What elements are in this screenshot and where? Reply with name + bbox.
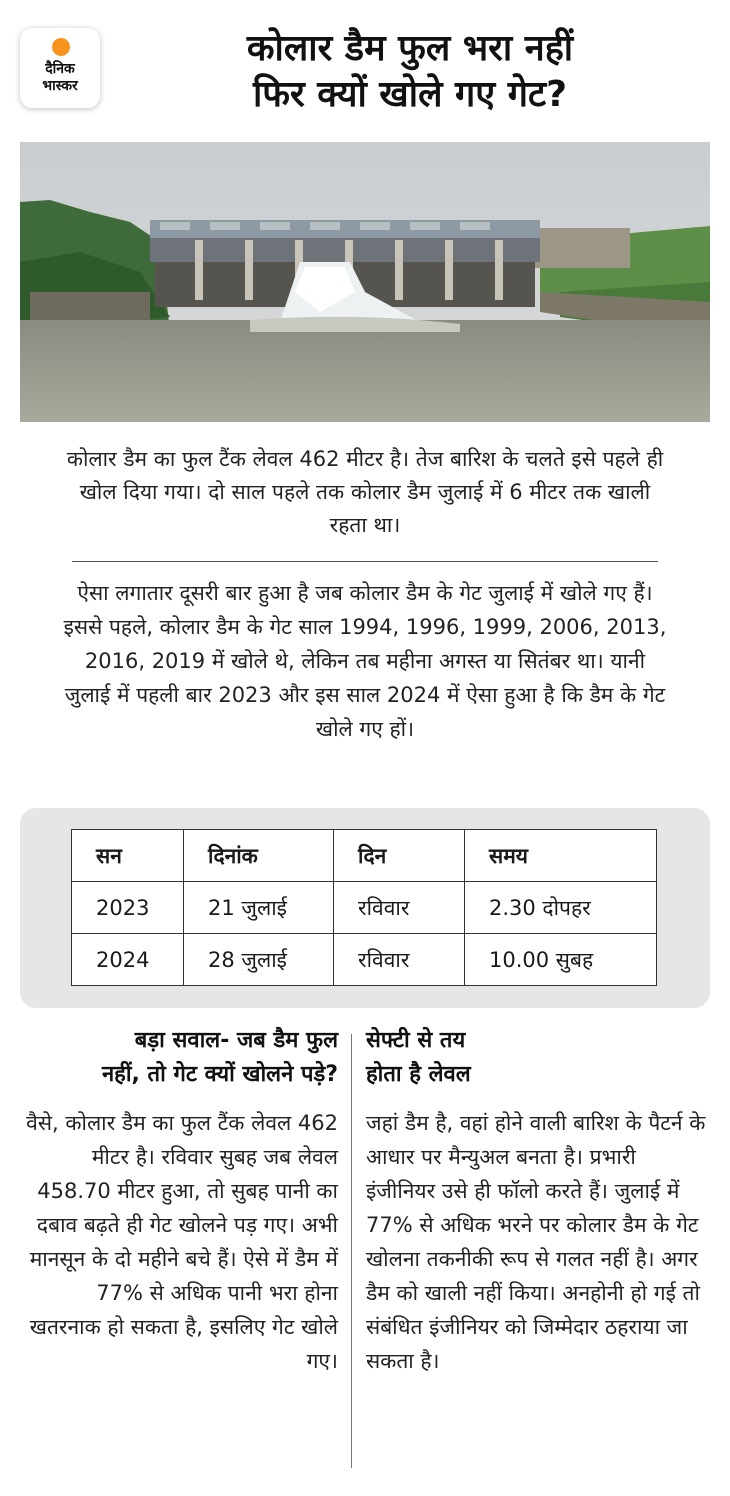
left-column [20, 1024, 338, 1378]
left-column-text: वैसे, कोलार डैम का फुल टैंक लेवल 462 मीटर है। रविवार सुबह जब लेवल 458.70 मीटर हुआ, तो सुबह पानी का दबाव बढ़ते ही गेट खोलने पड़ गए। अभी मानसून के दो महीने बचे हैं। ऐसे में डैम में 77% से अधिक पानी भरा होना खतरनाक हो सकता है, इसलिए गेट खोले गए। [26, 1111, 338, 1373]
header-cell: सन [72, 830, 184, 882]
column-divider [351, 1034, 352, 1468]
table-cell: रविवार [334, 934, 465, 986]
right-title-line-2: होता है लेवल [366, 1062, 471, 1087]
section-divider [72, 561, 658, 562]
header-cell: दिनांक [184, 830, 334, 882]
left-column-title [20, 1024, 338, 1092]
table-cell: 2024 [72, 934, 184, 986]
table-cell: 2.30 दोपहर [465, 882, 657, 934]
table-cell: रविवार [334, 882, 465, 934]
right-column-title [366, 1024, 706, 1092]
brand-line-1: दैनिक [45, 61, 75, 77]
right-column-text: जहां डैम है, वहां होने वाली बारिश के पैटर्न के आधार पर मैन्युअल बनता है। प्रभारी इंजीनियर उसे ही फॉलो करते हैं। जुलाई में 77% से अधिक भरने पर कोलार डैम के गेट खोलना तकनीकी रूप से गलत नहीं है। अगर डैम को खाली नहीं किया। अनहोनी हो गई तो संबंधित इंजीनियर को जिम्मेदार ठहराया जा सकता है। [366, 1111, 706, 1373]
right-column [366, 1024, 706, 1378]
header-cell: दिन [334, 830, 465, 882]
history-paragraph: ऐसा लगातार दूसरी बार हुआ है जब कोलार डैम के गेट जुलाई में खोले गए हैं। इससे पहले, कोलार डैम के गेट साल 1994, 1996, 1999, 2006, 2013, 2016, 2019 में खोले थे, लेकिन तब महीना अगस्त या सितंबर था। यानी जुलाई में पहली बार 2023 और इस साल 2024 में ऐसा हुआ है कि डैम के गेट खोले गए हों। [63, 581, 667, 741]
table-cell: 21 जुलाई [184, 882, 334, 934]
dam-photo [20, 142, 710, 422]
left-title-line-1: बड़ा सवाल- जब डैम फुल [134, 1028, 338, 1053]
table-cell: 10.00 सुबह [465, 934, 657, 986]
gate-opening-table-card [20, 808, 710, 1008]
table-row [72, 934, 657, 986]
brand-line-2: भास्कर [42, 78, 78, 94]
table-header-row [72, 830, 657, 882]
right-title-line-1: सेफ्टी से तय [366, 1028, 466, 1053]
intro-paragraph: कोलार डैम का फुल टैंक लेवल 462 मीटर है। तेज बारिश के चलते इसे पहले ही खोल दिया गया। दो साल पहले तक कोलार डैम जुलाई में 6 मीटर तक खाली रहता था। [66, 447, 664, 537]
page-title [130, 26, 690, 118]
brand-logo[interactable] [20, 28, 100, 108]
headline-line-1: कोलार डैम फुल भरा नहीं [246, 28, 574, 69]
left-title-line-2: नहीं, तो गेट क्यों खोलने पड़े? [101, 1062, 338, 1087]
table-row [72, 882, 657, 934]
table-cell: 2023 [72, 882, 184, 934]
table-cell: 28 जुलाई [184, 934, 334, 986]
header-cell: समय [465, 830, 657, 882]
gate-opening-table [71, 829, 657, 986]
headline-line-2: फिर क्यों खोले गए गेट? [252, 74, 568, 115]
sun-dot-icon [52, 38, 70, 56]
header [0, 0, 730, 140]
